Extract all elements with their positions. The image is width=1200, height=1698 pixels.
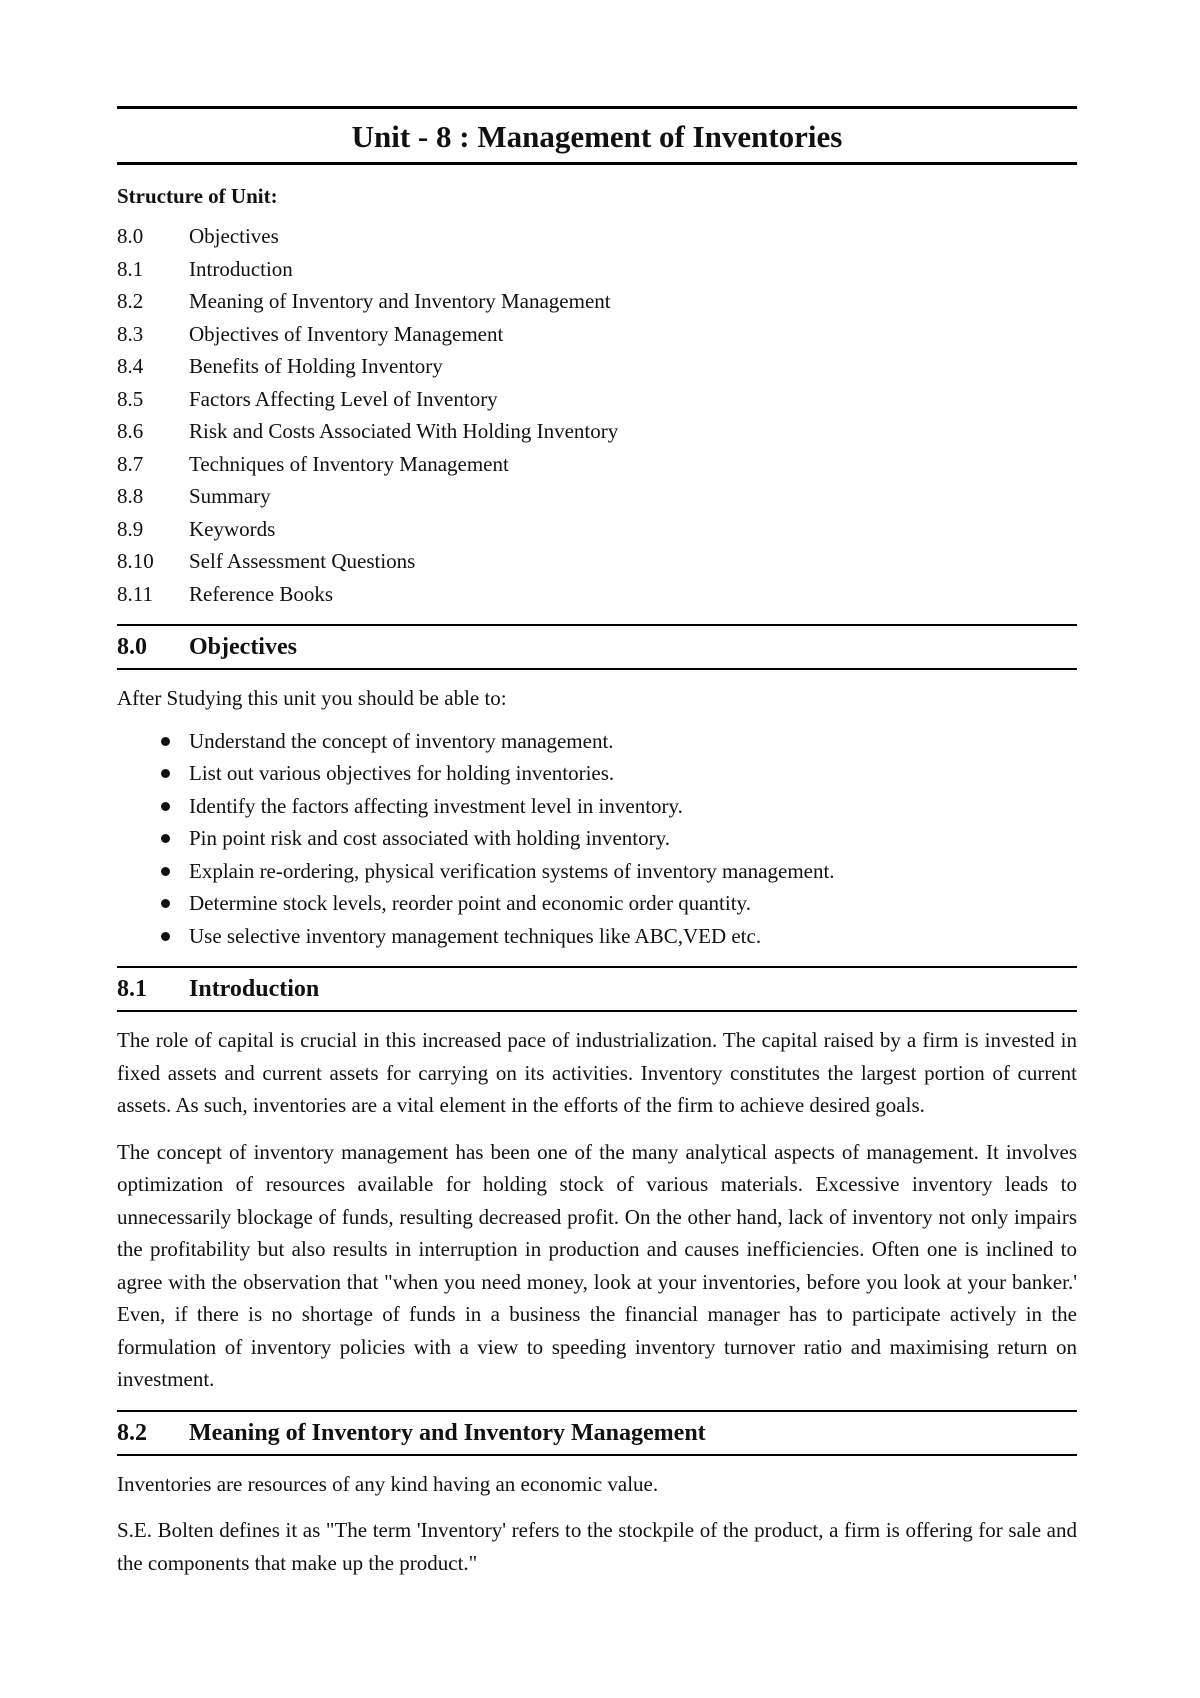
toc-item-number: 8.5 [117,386,144,411]
section-bottom-rule [117,1454,1077,1456]
bullet-icon [117,725,189,758]
body-paragraph: S.E. Bolten defines it as "The term 'Inventory' refers to the stockpile of the product, a firm is offering for sale and the components that make up the product." [117,1518,1077,1575]
toc-item-title: Keywords [189,516,276,541]
bullet-icon [117,887,189,920]
toc-item [117,513,1077,546]
objectives-list [117,725,1077,953]
section-heading-objectives [117,624,1077,670]
bullet-icon [117,822,189,855]
toc-item [117,350,1077,383]
section-title: Introduction [189,976,320,1002]
section-title: Objectives [189,634,297,660]
toc-item-title: Introduction [189,256,293,281]
list-item [117,790,1077,823]
toc-item [117,480,1077,513]
section-number: 8.0 [117,634,147,660]
structure-label: Structure of Unit: [117,184,278,208]
section-number: 8.1 [117,976,147,1002]
section-heading-introduction [117,966,1077,1012]
toc-item [117,220,1077,253]
section-number: 8.2 [117,1419,147,1446]
list-item [117,725,1077,758]
section-heading-meaning [117,1410,1077,1456]
list-item-text: Determine stock levels, reorder point and economic order quantity. [189,891,751,915]
page-content [117,106,1077,1579]
toc-item-title: Factors Affecting Level of Inventory [189,386,498,411]
toc-item [117,578,1077,611]
body-paragraph: The concept of inventory management has been one of the many analytical aspects of management. It involves optimization of resources available for holding stock of various materials. Excessive inventory leads to unnecessarily blockage of funds, resulting decreased profit. On the other hand, lack of inventory not only impairs the profitability but also results in interruption in production and causes inefficiencies. Often one is inclined to agree with the observation that "when you need money, look at your inventories, before you look at your banker.' Even, if there is no shortage of funds in a business the financial manager has to participate actively in the formulation of inventory policies with a view to speeding inventory turnover ratio and maximising return on investment. [117,1139,1077,1391]
toc-item-title: Objectives [189,224,279,248]
unit-title: Unit - 8 : Management of Inventories [351,119,843,154]
bullet-icon [117,757,189,790]
bullet-icon [117,790,189,823]
body-paragraph: The role of capital is crucial in this increased pace of industrialization. The capital raised by a firm is invested in fixed assets and current assets for carrying on its activities. Inventory constitutes the largest portion of current assets. As such, inventories are a vital element in the efforts of the firm to achieve desired goals. [117,1028,1077,1117]
list-item [117,920,1077,953]
title-bottom-rule [117,162,1077,165]
toc-item [117,545,1077,578]
list-item [117,887,1077,920]
body-paragraph: Inventories are resources of any kind having an economic value. [117,1471,659,1496]
toc-item [117,383,1077,416]
objectives-intro: After Studying this unit you should be able to: [117,686,507,710]
toc-item-number: 8.1 [117,256,144,281]
bullet-icon [117,920,189,953]
toc-item-number: 8.3 [117,321,144,346]
list-item-text: List out various objectives for holding inventories. [189,761,615,785]
toc-item-title: Risk and Costs Associated With Holding Inventory [189,419,619,443]
toc-item-title: Benefits of Holding Inventory [189,354,443,378]
toc-item-number: 8.11 [117,581,153,606]
list-item [117,855,1077,888]
toc-item-number: 8.4 [117,354,144,378]
toc-item-number: 8.9 [117,516,144,541]
toc-item [117,253,1077,286]
list-item [117,757,1077,790]
toc-item-number: 8.7 [117,451,144,476]
toc-item [117,318,1077,351]
toc-item-title: Meaning of Inventory and Inventory Management [189,289,611,313]
table-of-contents [117,220,1077,610]
list-item-text: Understand the concept of inventory management. [189,728,614,753]
section-bottom-rule [117,668,1077,670]
toc-item [117,415,1077,448]
toc-item-title: Objectives of Inventory Management [189,321,504,346]
toc-item-title: Self Assessment Questions [189,549,416,573]
toc-item-number: 8.10 [117,549,154,573]
toc-item [117,285,1077,318]
toc-item [117,448,1077,481]
list-item-text: Explain re-ordering, physical verification systems of inventory management. [189,858,835,883]
list-item [117,822,1077,855]
toc-item-number: 8.0 [117,224,144,248]
list-item-text: Identify the factors affecting investment level in inventory. [189,793,683,818]
toc-item-title: Techniques of Inventory Management [189,451,509,476]
list-item-text: Use selective inventory management techniques like ABC,VED etc. [189,923,762,948]
toc-item-title: Summary [189,484,271,508]
toc-item-number: 8.2 [117,289,144,313]
section-bottom-rule [117,1010,1077,1012]
toc-item-number: 8.6 [117,419,144,443]
section-title: Meaning of Inventory and Inventory Management [189,1419,706,1446]
toc-item-title: Reference Books [189,581,334,606]
list-item-text: Pin point risk and cost associated with holding inventory. [189,826,671,850]
bullet-icon [117,855,189,888]
toc-item-number: 8.8 [117,484,144,508]
